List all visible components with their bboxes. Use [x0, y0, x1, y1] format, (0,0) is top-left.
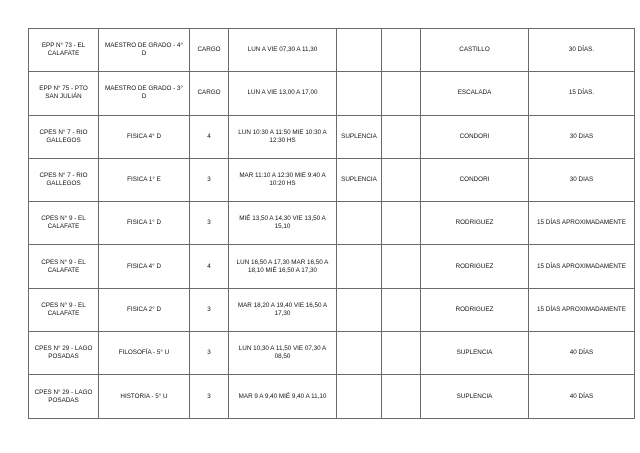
- situation-cell: [337, 288, 382, 331]
- hours-cell: 4: [190, 245, 229, 288]
- school-cell: CPES N° 29 - LAGO POSADAS: [29, 332, 99, 375]
- table-row: [29, 158, 635, 201]
- school-cell: CPES N° 29 - LAGO POSADAS: [29, 375, 99, 418]
- schedule-cell: MAR 11:10 A 12:30 MIE 9:40 A 10:20 HS: [229, 158, 337, 201]
- duration-cell: 15 DÍAS.: [529, 72, 635, 115]
- subject-cell: MAESTRO DE GRADO - 3° D: [99, 72, 190, 115]
- teacher-cell: SUPLENCIA: [421, 332, 529, 375]
- duration-cell: 30 DÍAS.: [529, 29, 635, 72]
- schedule-cell: LUN 16,50 A 17,30 MAR 16,50 A 18,10 MIÉ 16,50 A 17,30: [229, 245, 337, 288]
- duration-cell: 30 DIAS: [529, 158, 635, 201]
- blank-cell: [382, 245, 421, 288]
- blank-cell: [382, 288, 421, 331]
- situation-cell: SUPLENCIA: [337, 158, 382, 201]
- table-row: [29, 375, 635, 418]
- vacancy-table: [28, 28, 635, 419]
- subject-cell: HISTORIA - 5° U: [99, 375, 190, 418]
- blank-cell: [382, 29, 421, 72]
- duration-cell: 15 DÍAS APROXIMADAMENTE: [529, 288, 635, 331]
- duration-cell: 15 DÍAS APROXIMADAMENTE: [529, 245, 635, 288]
- table-row: [29, 29, 635, 72]
- school-cell: CPES N° 9 - EL CALAFATE: [29, 202, 99, 245]
- situation-cell: SUPLENCIA: [337, 115, 382, 158]
- situation-cell: [337, 375, 382, 418]
- teacher-cell: CONDORI: [421, 115, 529, 158]
- schedule-cell: LUN 10:30 A 11:50 MIE 10:30 A 12:30 HS: [229, 115, 337, 158]
- table-row: [29, 245, 635, 288]
- school-cell: CPES N° 7 - RIO GALLEGOS: [29, 158, 99, 201]
- teacher-cell: CASTILLO: [421, 29, 529, 72]
- school-cell: CPES N° 9 - EL CALAFATE: [29, 288, 99, 331]
- schedule-cell: MAR 18,20 A 19,40 VIE 16,50 A 17,30: [229, 288, 337, 331]
- duration-cell: 40 DÍAS: [529, 375, 635, 418]
- hours-cell: 4: [190, 115, 229, 158]
- duration-cell: 30 DIAS: [529, 115, 635, 158]
- blank-cell: [382, 115, 421, 158]
- subject-cell: FISICA 1° D: [99, 202, 190, 245]
- table-row: [29, 202, 635, 245]
- schedule-cell: LUN A VIE 13,00 A 17,00: [229, 72, 337, 115]
- subject-cell: FISICA 2° D: [99, 288, 190, 331]
- schedule-cell: MAR 9 A 9,40 MIÉ 9,40 A 11,10: [229, 375, 337, 418]
- teacher-cell: ESCALADA: [421, 72, 529, 115]
- situation-cell: [337, 332, 382, 375]
- table-row: [29, 332, 635, 375]
- schedule-cell: LUN A VIE 07,30 A 11,30: [229, 29, 337, 72]
- school-cell: CPES N° 7 - RIO GALLEGOS: [29, 115, 99, 158]
- table-row: [29, 115, 635, 158]
- situation-cell: [337, 72, 382, 115]
- school-cell: EPP N° 73 - EL CALAFATE: [29, 29, 99, 72]
- teacher-cell: SUPLENCIA: [421, 375, 529, 418]
- situation-cell: [337, 29, 382, 72]
- teacher-cell: RODRIGUEZ: [421, 202, 529, 245]
- schedule-cell: LUN 10,30 A 11,50 VIE 07,30 A 08,50: [229, 332, 337, 375]
- blank-cell: [382, 375, 421, 418]
- subject-cell: FISICA 4° D: [99, 115, 190, 158]
- subject-cell: FILOSOFÍA - 5° U: [99, 332, 190, 375]
- duration-cell: 15 DÍAS APROXIMADAMENTE: [529, 202, 635, 245]
- subject-cell: FISICA 4° D: [99, 245, 190, 288]
- schedule-cell: MIÉ 13,50 A 14,30 VIE 13,50 A 15,10: [229, 202, 337, 245]
- hours-cell: 3: [190, 288, 229, 331]
- hours-cell: CARGO: [190, 72, 229, 115]
- table-row: [29, 288, 635, 331]
- hours-cell: 3: [190, 332, 229, 375]
- subject-cell: FISICA 1° E: [99, 158, 190, 201]
- hours-cell: 3: [190, 375, 229, 418]
- hours-cell: 3: [190, 158, 229, 201]
- teacher-cell: RODRIGUEZ: [421, 288, 529, 331]
- blank-cell: [382, 202, 421, 245]
- duration-cell: 40 DÍAS: [529, 332, 635, 375]
- subject-cell: MAESTRO DE GRADO - 4° D: [99, 29, 190, 72]
- hours-cell: CARGO: [190, 29, 229, 72]
- school-cell: EPP N° 75 - PTO SAN JULIÁN: [29, 72, 99, 115]
- school-cell: CPES N° 9 - EL CALAFATE: [29, 245, 99, 288]
- blank-cell: [382, 158, 421, 201]
- teacher-cell: RODRIGUEZ: [421, 245, 529, 288]
- hours-cell: 3: [190, 202, 229, 245]
- blank-cell: [382, 72, 421, 115]
- table-row: [29, 72, 635, 115]
- situation-cell: [337, 245, 382, 288]
- teacher-cell: CONDORI: [421, 158, 529, 201]
- blank-cell: [382, 332, 421, 375]
- situation-cell: [337, 202, 382, 245]
